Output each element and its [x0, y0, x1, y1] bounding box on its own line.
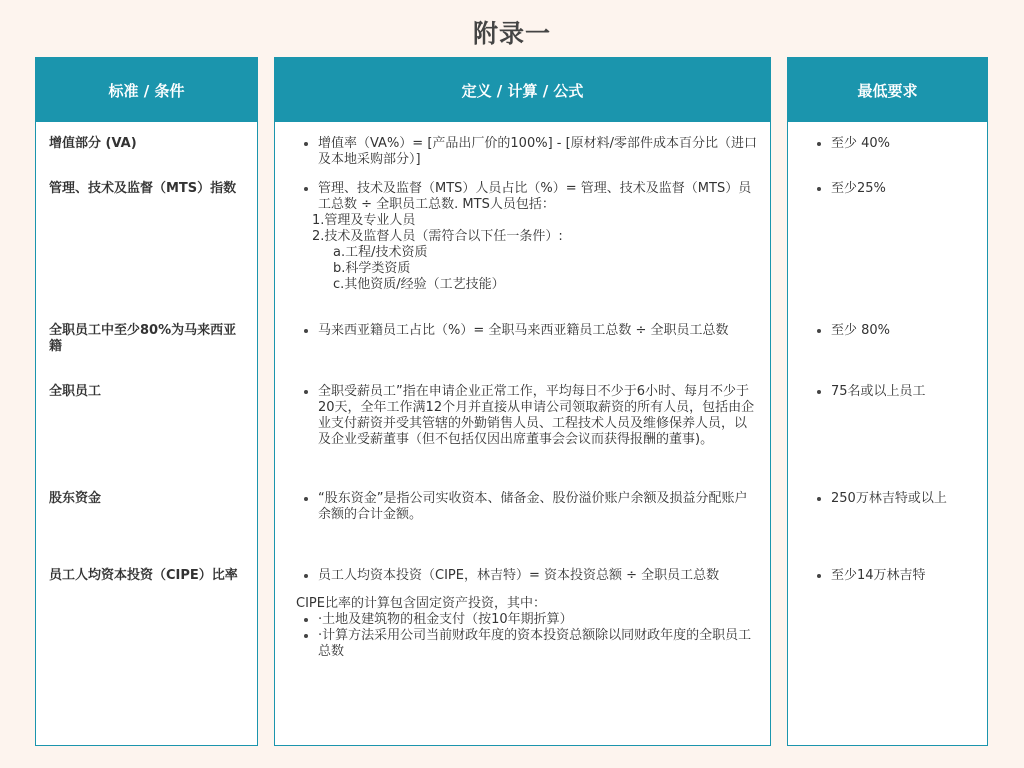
criterion-mts: 管理、技术及监督（MTS）指数 — [49, 181, 237, 196]
list-item: 250万林吉特或以上 — [831, 491, 982, 507]
criterion-fulltime: 全职员工 — [49, 384, 102, 399]
list-item: ·计算方法采用公司当前财政年度的资本投资总额除以同财政年度的全职员工总数 — [318, 628, 759, 660]
criterion-cipe: 员工人均资本投资（CIPE）比率 — [49, 568, 238, 583]
definition-shareholder-funds — [289, 491, 759, 523]
list-item: 马来西亚籍员工占比（%）= 全职马来西亚籍员工总数 ÷ 全职员工总数 — [318, 323, 759, 339]
list-item: ·土地及建筑物的租金支付（按10年期折算） — [318, 612, 759, 628]
list-item: 75名或以上员工 — [831, 384, 982, 400]
minimum-mts — [802, 181, 982, 197]
list-item: “股东资金”是指公司实收资本、储备金、股份溢价账户余额及损益分配账户余额的合计金额。 — [318, 491, 759, 523]
page-title: 附录一 — [472, 19, 551, 48]
mts-sub-item: 2.技术及监督人员（需符合以下任一条件）: — [312, 229, 563, 244]
minimum-header: 最低要求 — [788, 58, 987, 122]
definition-malaysian-80 — [289, 323, 759, 339]
minimum-va — [802, 136, 982, 152]
minimum-fulltime — [802, 384, 982, 400]
list-item: 至少 40% — [831, 136, 982, 152]
minimum-malaysian-80 — [802, 323, 982, 339]
definition-cipe — [289, 568, 759, 660]
criterion-va: 增值部分 (VA) — [49, 136, 137, 151]
definition-column — [274, 57, 771, 746]
list-item: 员工人均资本投资（CIPE，林吉特）= 资本投资总额 ÷ 全职员工总数 — [318, 568, 759, 584]
mts-sub-item: b.科学类资质 — [333, 261, 411, 276]
definition-header: 定义 / 计算 / 公式 — [275, 58, 770, 122]
list-item: 至少25% — [831, 181, 982, 197]
mts-sub-item: c.其他资质/经验（工艺技能） — [333, 277, 505, 292]
definition-fulltime — [289, 384, 759, 448]
list-item: 增值率（VA%）= [产品出厂价的100%] - [原材料/零部件成本百分比（进口及本地采购部分）] — [318, 136, 758, 167]
criteria-header: 标准 / 条件 — [36, 58, 257, 122]
definition-mts — [289, 181, 759, 293]
minimum-column — [787, 57, 988, 746]
criterion-shareholder-funds: 股东资金 — [49, 491, 102, 506]
list-item: 全职受薪员工”指在申请企业正常工作，平均每日不少于6小时、每月不少于20天，全年工作满12个月并直接从申请公司领取薪资的所有人员，包括由企业支付薪资并受其管辖的外勤销售人员、工程技术人员及维修保养人员，以及企业受薪董事（但不包括仅因出席董事会会议而获得报酬的董事)。 — [318, 384, 759, 448]
cipe-note: CIPE比率的计算包含固定资产投资，其中： — [296, 596, 546, 611]
criterion-malaysian-80: 全职员工中至少80%为马来西亚籍 — [49, 323, 237, 354]
list-item: 至少14万林吉特 — [831, 568, 982, 584]
mts-sub-item: 1.管理及专业人员 — [312, 213, 416, 228]
minimum-shareholder-funds — [802, 491, 982, 507]
definition-va — [289, 136, 759, 168]
minimum-cipe — [802, 568, 982, 584]
criteria-column — [35, 57, 258, 746]
list-item: 管理、技术及监督（MTS）人员占比（%）= 管理、技术及监督（MTS）员工总数 ÷ 全职员工总数. MTS人员包括： — [318, 181, 759, 213]
list-item: 至少 80% — [831, 323, 982, 339]
mts-sub-item: a.工程/技术资质 — [333, 245, 428, 260]
